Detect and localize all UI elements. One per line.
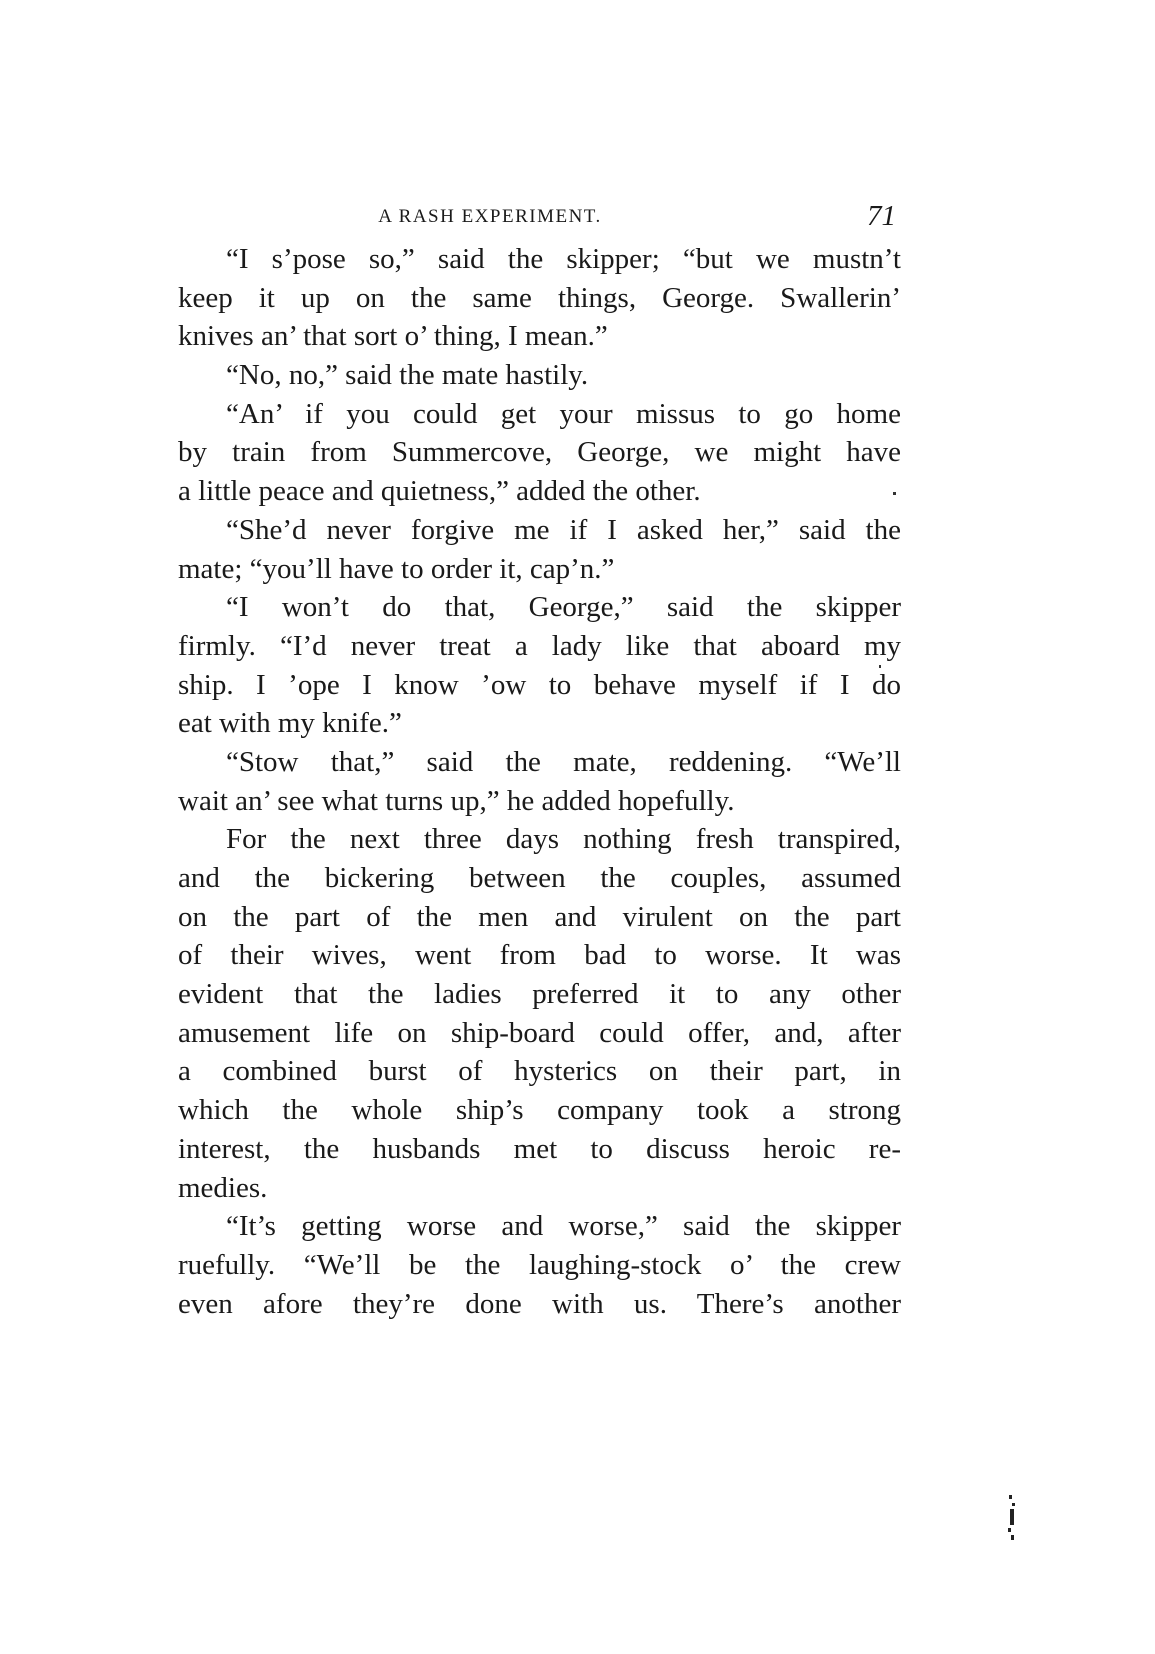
margin-speck [893,492,896,495]
text-line: by train from Summercove, George, we might have [178,436,901,469]
text-line: “No, no,” said the mate hastily. [226,359,589,392]
text-line: even afore they’re done with us. There’s another [178,1287,901,1320]
text-line: and the bickering between the couples, assumed [178,862,901,894]
body-text [178,240,901,1323]
text-line: wait an’ see what turns up,” he added hopefully. [178,784,735,817]
text-line: ruefully. “We’ll be the laughing-stock o’ the crew [178,1248,901,1281]
text-line: knives an’ that sort o’ thing, I mean.” [178,320,608,353]
running-title: A RASH EXPERIMENT. [378,206,602,227]
page-number: 71 [867,200,896,232]
text-line: “I won’t do that, George,” said the skipper [226,591,901,624]
text-line: firmly. “I’d never treat a lady like that aboard my [178,629,901,662]
text-line: a combined burst of hysterics on their part, in [178,1055,901,1088]
text-line: ship. I ’ope I know ’ow to behave myself if I do [178,668,901,701]
text-line: amusement life on ship-board could offer, and, after [178,1016,901,1049]
text-line: which the whole ship’s company took a strong [178,1094,901,1127]
text-line: keep it up on the same things, George. Swallerin’ [178,281,901,314]
text-line: For the next three days nothing fresh transpired, [226,823,901,856]
text-line: medies. [178,1171,268,1204]
text-line: “She’d never forgive me if I asked her,” said the [226,513,901,546]
text-line: of their wives, went from bad to worse. It was [178,939,901,972]
text-line: “An’ if you could get your missus to go home [226,397,901,430]
text-line: “Stow that,” said the mate, reddening. “We’ll [226,745,901,778]
text-line: a little peace and quietness,” added the other. [178,475,701,508]
text-line: “I s’pose so,” said the skipper; “but we mustn’t [226,243,901,275]
text-line: evident that the ladies preferred it to any other [178,978,901,1011]
text-line: interest, the husbands met to discuss heroic re- [178,1132,901,1165]
text-line: on the part of the men and virulent on the part [178,900,901,933]
margin-speck [879,665,881,668]
running-head [180,200,900,236]
page-edge-mark [1007,1495,1017,1541]
text-line: mate; “you’ll have to order it, cap’n.” [178,552,615,585]
text-line: eat with my knife.” [178,707,402,740]
text-line: “It’s getting worse and worse,” said the skipper [226,1210,901,1243]
